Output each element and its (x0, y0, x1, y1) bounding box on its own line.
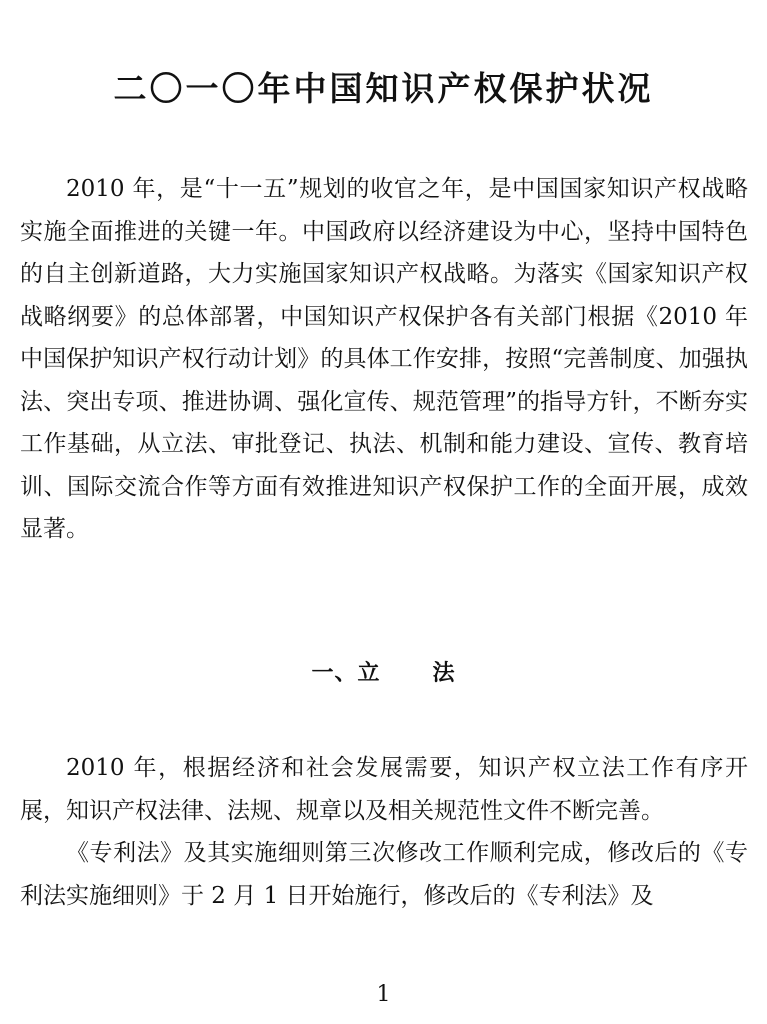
legislation-section-body (20, 747, 748, 917)
document-title: 二〇一〇年中国知识产权保护状况 (113, 69, 654, 108)
section-heading-char-2: 法 (432, 661, 456, 686)
section-heading-legislation (0, 654, 767, 694)
legislation-paragraph-2: 《专利法》及其实施细则第三次修改工作顺利完成，修改后的《专利法实施细则》于 2 月 1 日开始施行，修改后的《专利法》及 (20, 840, 748, 909)
legislation-paragraph-1: 2010 年，根据经济和社会发展需要，知识产权立法工作有序开展，知识产权法律、法规、规章以及相关规范性文件不断完善。 (20, 755, 748, 824)
page-number: 1 (376, 982, 391, 1007)
intro-paragraph: 2010 年，是“十一五”规划的收官之年，是中国国家知识产权战略实施全面推进的关键一年。中国政府以经济建设为中心，坚持中国特色的自主创新道路，大力实施国家知识产权战略。为落实《国家知识产权战略纲要》的总体部署，中国知识产权保护各有关部门根据《2010 年中国保护知识产权行动计划》的具体工作安排，按照“完善制度、加强执法、突出专项、推进协调、强化宣传、规范管理”的指导方针，不断夯实工作基础，从立法、审批登记、执法、机制和能力建设、宣传、教育培训、国际交流合作等方面有效推进知识产权保护工作的全面开展，成效显著。 (20, 176, 748, 542)
section-heading-char-1: 立 (357, 661, 381, 686)
intro-section (20, 168, 748, 551)
section-heading-number: 一、 (311, 661, 358, 686)
